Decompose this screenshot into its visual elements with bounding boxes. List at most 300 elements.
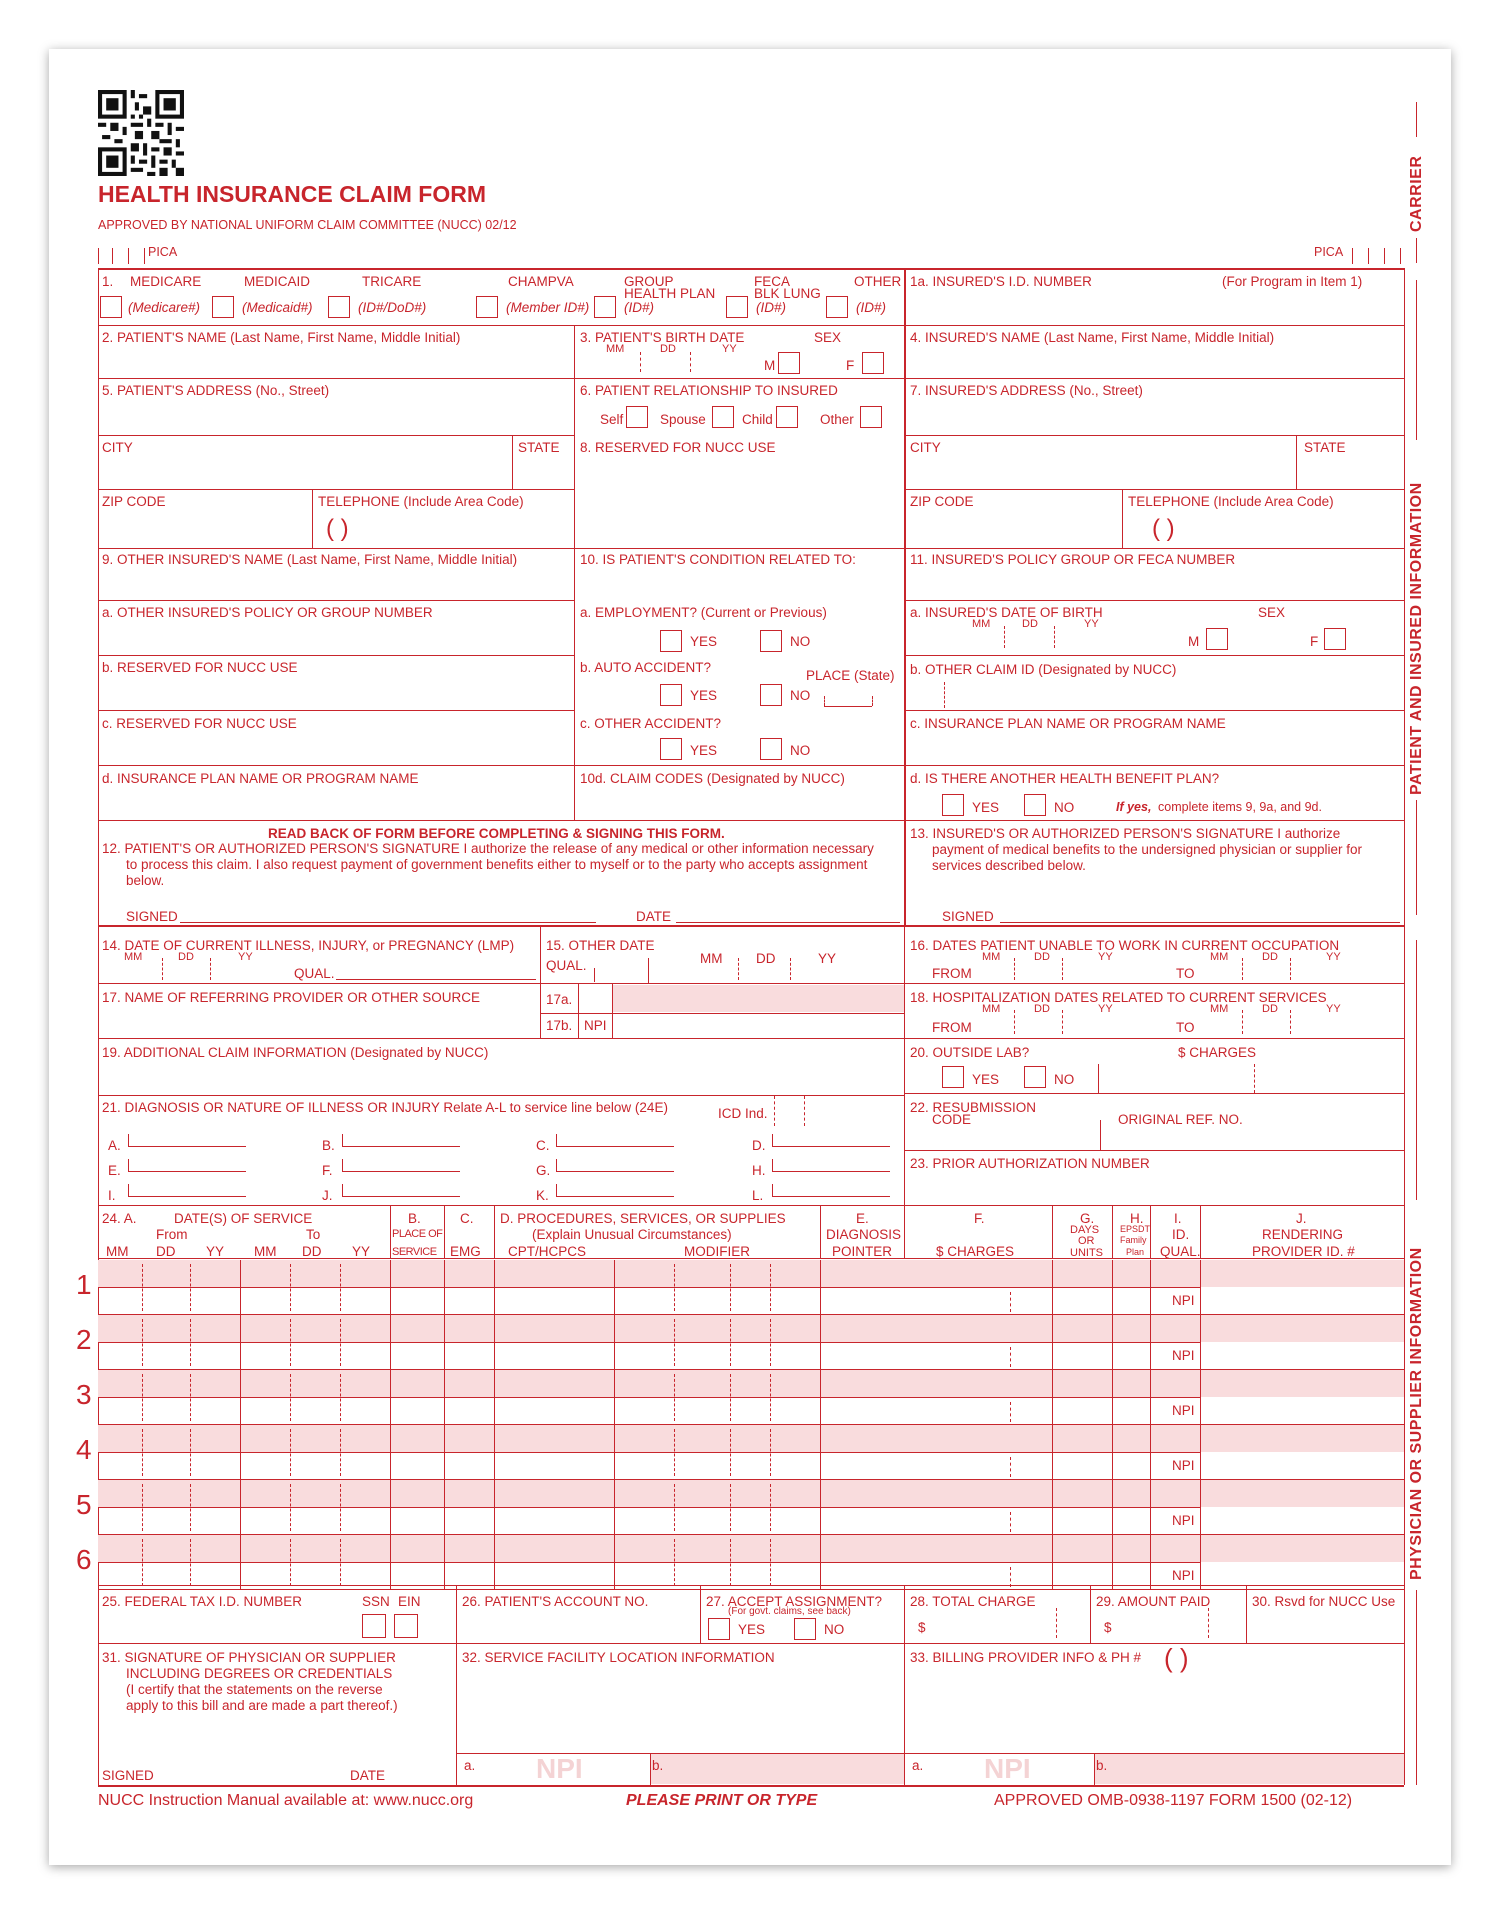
f25-ssn: SSN xyxy=(362,1594,390,1609)
service-line-col xyxy=(674,1539,675,1586)
service-line-col xyxy=(820,1260,821,1315)
service-line-mid xyxy=(98,1397,1200,1398)
rel-other: Other xyxy=(820,412,854,427)
service-line-col xyxy=(240,1260,241,1315)
f27-no: NO xyxy=(824,1622,845,1637)
service-line-col xyxy=(1112,1480,1113,1535)
champva-checkbox[interactable] xyxy=(476,296,498,318)
f27-yes: YES xyxy=(738,1622,766,1637)
f12-line3: below. xyxy=(126,873,165,888)
f24-epsdt: EPSDT xyxy=(1120,1224,1151,1234)
service-line-col xyxy=(614,1425,615,1480)
service-line-col xyxy=(1052,1480,1053,1535)
f24-units: UNITS xyxy=(1070,1247,1103,1259)
f13-signature-line[interactable] xyxy=(1000,922,1400,923)
pica-box xyxy=(128,248,129,264)
f19-label: 19. ADDITIONAL CLAIM INFORMATION (Designated by NUCC) xyxy=(102,1045,489,1060)
f2-label: 2. PATIENT'S NAME (Last Name, First Name, Middle Initial) xyxy=(102,330,461,345)
f24-to: To xyxy=(306,1227,321,1242)
service-line-col xyxy=(1200,1315,1201,1370)
f31-line4: apply to this bill and are made a part thereof.) xyxy=(126,1698,398,1713)
f11a-sex: SEX xyxy=(1258,605,1286,620)
health-plan-label: HEALTH PLAN xyxy=(624,286,716,301)
f28-label: 28. TOTAL CHARGE xyxy=(910,1594,1036,1609)
other-checkbox[interactable] xyxy=(826,296,848,318)
service-line-col xyxy=(190,1429,191,1476)
f24-yy2: YY xyxy=(352,1244,371,1259)
service-line-shaded xyxy=(98,1260,1404,1287)
f10a-no-checkbox[interactable] xyxy=(760,630,782,652)
group-checkbox[interactable] xyxy=(594,296,616,318)
group-label: GROUP xyxy=(624,274,674,289)
f11d-no: NO xyxy=(1054,800,1075,815)
service-line-col xyxy=(770,1264,771,1311)
service-line-col xyxy=(614,1535,615,1590)
f5-city: CITY xyxy=(102,440,133,455)
f27-no-checkbox[interactable] xyxy=(794,1618,816,1640)
f11a-m-checkbox[interactable] xyxy=(1206,628,1228,650)
icd-ind: ICD Ind. xyxy=(718,1106,768,1121)
f24-i: I. xyxy=(1174,1211,1182,1226)
f5-zip: ZIP CODE xyxy=(102,494,166,509)
f13-line2: payment of medical benefits to the undersigned physician or supplier for xyxy=(932,842,1362,857)
f32b-label: b. xyxy=(652,1758,664,1773)
f10d-label: 10d. CLAIM CODES (Designated by NUCC) xyxy=(580,771,845,786)
service-line-col xyxy=(820,1315,821,1370)
ein-checkbox[interactable] xyxy=(394,1614,418,1638)
rel-other-checkbox[interactable] xyxy=(860,406,882,428)
f12-signature-line[interactable] xyxy=(180,922,596,923)
medicare-id: (Medicare#) xyxy=(128,300,201,315)
f17a-label: 17a. xyxy=(546,992,573,1007)
f24-mm2: MM xyxy=(254,1244,277,1259)
f33b-label: b. xyxy=(1096,1758,1108,1773)
blk-lung-label: BLK LUNG xyxy=(754,286,821,301)
physician-arrow xyxy=(1416,1590,1417,1785)
f9c-label: c. RESERVED FOR NUCC USE xyxy=(102,716,297,731)
ssn-checkbox[interactable] xyxy=(362,1614,386,1638)
service-line-col xyxy=(494,1535,495,1590)
f27-label: 27. ACCEPT ASSIGNMENT? xyxy=(706,1594,883,1609)
f14-yy: YY xyxy=(238,951,253,963)
f9a-label: a. OTHER INSURED'S POLICY OR GROUP NUMBER xyxy=(102,605,433,620)
f24-place1: PLACE OF xyxy=(392,1228,443,1240)
f10c-no-checkbox[interactable] xyxy=(760,738,782,760)
f33b-shaded xyxy=(1094,1754,1404,1784)
f10b-no-checkbox[interactable] xyxy=(760,684,782,706)
charges-cents-divider xyxy=(1010,1402,1011,1422)
physician-arrow xyxy=(1416,940,1417,1200)
f24-charges: $ CHARGES xyxy=(936,1244,1015,1259)
diag-e: E. xyxy=(108,1163,121,1178)
service-line-mid xyxy=(98,1342,1200,1343)
service-line-npi: NPI xyxy=(1172,1348,1195,1363)
service-line-shaded xyxy=(98,1370,1404,1397)
service-line-col xyxy=(674,1264,675,1311)
f24-e: E. xyxy=(856,1211,869,1226)
service-line-col xyxy=(444,1425,445,1480)
f10a-label: a. EMPLOYMENT? (Current or Previous) xyxy=(580,605,827,620)
f11d-if-yes: If yes, xyxy=(1116,800,1152,814)
f11b-label: b. OTHER CLAIM ID (Designated by NUCC) xyxy=(910,662,1177,677)
pica-right: PICA xyxy=(1314,245,1344,259)
service-line-col xyxy=(142,1484,143,1531)
f10b-no: NO xyxy=(790,688,811,703)
service-line-number: 5 xyxy=(76,1489,92,1520)
f9b-label: b. RESERVED FOR NUCC USE xyxy=(102,660,298,675)
f24-yy1: YY xyxy=(206,1244,225,1259)
f24-g: G. xyxy=(1080,1211,1095,1226)
f11a-dd: DD xyxy=(1022,618,1038,630)
diag-g: G. xyxy=(536,1163,551,1178)
f13-line1: 13. INSURED'S OR AUTHORIZED PERSON'S SIGNATURE I authorize xyxy=(910,826,1341,841)
rel-spouse: Spouse xyxy=(660,412,706,427)
tricare-id: (ID#/DoD#) xyxy=(358,300,427,315)
f24-cpt: CPT/HCPCS xyxy=(508,1244,587,1259)
f25-ein: EIN xyxy=(398,1594,421,1609)
f5-tel: TELEPHONE (Include Area Code) xyxy=(318,494,524,509)
service-line-col xyxy=(340,1539,341,1586)
f9d-label: d. INSURANCE PLAN NAME OR PROGRAM NAME xyxy=(102,771,419,786)
f29-dollar: $ xyxy=(1104,1620,1112,1635)
f12-line2: to process this claim. I also request payment of government benefits either to myself or to the party who accepts assignment xyxy=(126,857,868,872)
f5-state: STATE xyxy=(518,440,560,455)
f33-label: 33. BILLING PROVIDER INFO & PH # xyxy=(910,1650,1142,1665)
f4-label: 4. INSURED'S NAME (Last Name, First Name, Middle Initial) xyxy=(910,330,1275,345)
f10b-label: b. AUTO ACCIDENT? xyxy=(580,660,712,675)
f24-dd1: DD xyxy=(156,1244,176,1259)
service-line-col xyxy=(390,1315,391,1370)
service-line-col xyxy=(820,1370,821,1425)
f10a-yes-checkbox[interactable] xyxy=(660,630,682,652)
charges-cents-divider xyxy=(1010,1457,1011,1477)
service-line-col xyxy=(444,1315,445,1370)
diag-b: B. xyxy=(322,1138,335,1153)
carrier-label: CARRIER xyxy=(1408,155,1425,232)
f24-explain: (Explain Unusual Circumstances) xyxy=(532,1227,732,1242)
service-line-col xyxy=(340,1319,341,1366)
service-line-npi: NPI xyxy=(1172,1568,1195,1583)
f13-line3: services described below. xyxy=(932,858,1086,873)
pica-left: PICA xyxy=(148,245,178,259)
f12-signed: SIGNED xyxy=(126,909,178,924)
diag-h: H. xyxy=(752,1163,766,1178)
form-sheet xyxy=(49,49,1451,1865)
service-line-col xyxy=(1112,1315,1113,1370)
f11a-m: M xyxy=(1188,634,1200,649)
service-line-mid xyxy=(98,1452,1200,1453)
service-line-col xyxy=(240,1535,241,1590)
f32a-npi: NPI xyxy=(536,1753,583,1784)
f7-zip: ZIP CODE xyxy=(910,494,974,509)
f24-provider: PROVIDER ID. # xyxy=(1252,1244,1355,1259)
diag-c: C. xyxy=(536,1138,550,1153)
f7-tel-paren: ( ) xyxy=(1152,515,1175,542)
f18-from-dd: DD xyxy=(1034,1003,1050,1015)
rel-child-checkbox[interactable] xyxy=(776,406,798,428)
service-line-col xyxy=(444,1260,445,1315)
f24-pointer: POINTER xyxy=(832,1244,893,1259)
footer-print: PLEASE PRINT OR TYPE xyxy=(626,1792,818,1809)
f22-code: CODE xyxy=(932,1112,972,1127)
service-line-col xyxy=(390,1535,391,1590)
service-line-col xyxy=(1200,1425,1201,1480)
service-line-npi: NPI xyxy=(1172,1513,1195,1528)
f20-no: NO xyxy=(1054,1072,1075,1087)
f7-state: STATE xyxy=(1304,440,1346,455)
f10c-yes-checkbox[interactable] xyxy=(660,738,682,760)
f24-days: DAYS xyxy=(1070,1224,1100,1236)
f16-from: FROM xyxy=(932,966,972,981)
f6-label: 6. PATIENT RELATIONSHIP TO INSURED xyxy=(580,383,838,398)
f3-sex: SEX xyxy=(814,330,842,345)
f7-tel: TELEPHONE (Include Area Code) xyxy=(1128,494,1334,509)
f10b-yes: YES xyxy=(690,688,718,703)
service-line-col xyxy=(730,1539,731,1586)
f33a-npi: NPI xyxy=(984,1753,1031,1784)
pica-box xyxy=(112,248,113,264)
f18-from: FROM xyxy=(932,1020,972,1035)
service-line-col xyxy=(1112,1260,1113,1315)
service-line-col xyxy=(614,1370,615,1425)
f31-line2: INCLUDING DEGREES OR CREDENTIALS xyxy=(126,1666,393,1681)
f11d-no-checkbox[interactable] xyxy=(1024,794,1046,816)
carrier-arrow xyxy=(1416,238,1417,263)
f11d-label: d. IS THERE ANOTHER HEALTH BENEFIT PLAN? xyxy=(910,771,1220,786)
feca-checkbox[interactable] xyxy=(726,296,748,318)
f11c-label: c. INSURANCE PLAN NAME OR PROGRAM NAME xyxy=(910,716,1226,731)
service-line-col xyxy=(240,1370,241,1425)
service-line-col xyxy=(240,1480,241,1535)
service-line-col xyxy=(1052,1260,1053,1315)
service-line-col xyxy=(340,1484,341,1531)
f10a-no: NO xyxy=(790,634,811,649)
f10b-place: PLACE (State) xyxy=(806,668,895,683)
service-line-col xyxy=(290,1539,291,1586)
f18-to-yy: YY xyxy=(1326,1003,1341,1015)
footer-omb: APPROVED OMB-0938-1197 FORM 1500 (02-12) xyxy=(994,1792,1353,1809)
f26-label: 26. PATIENT'S ACCOUNT NO. xyxy=(462,1594,649,1609)
f5-label: 5. PATIENT'S ADDRESS (No., Street) xyxy=(102,383,330,398)
f11d-yes: YES xyxy=(972,800,1000,815)
service-line-col xyxy=(730,1319,731,1366)
f24-dd2: DD xyxy=(302,1244,322,1259)
f33-paren: ( ) xyxy=(1164,1643,1189,1673)
f12-date-line[interactable] xyxy=(676,922,900,923)
service-line-col xyxy=(1112,1370,1113,1425)
service-line-col xyxy=(190,1539,191,1586)
patient-insured-label: PATIENT AND INSURED INFORMATION xyxy=(1408,482,1425,795)
physician-supplier-label: PHYSICIAN OR SUPPLIER INFORMATION xyxy=(1408,1247,1425,1580)
f20-label: 20. OUTSIDE LAB? xyxy=(910,1045,1030,1060)
f10a-yes: YES xyxy=(690,634,718,649)
f11d-yes-checkbox[interactable] xyxy=(942,794,964,816)
f27-yes-checkbox[interactable] xyxy=(708,1618,730,1640)
read-back-notice: READ BACK OF FORM BEFORE COMPLETING & SIGNING THIS FORM. xyxy=(268,826,725,841)
pica-box xyxy=(1384,248,1385,264)
service-line-col xyxy=(390,1480,391,1535)
f24-plan: Plan xyxy=(1126,1247,1145,1257)
diag-l: L. xyxy=(752,1188,764,1203)
service-line-col xyxy=(142,1374,143,1421)
service-line-number: 1 xyxy=(76,1269,92,1300)
service-line-col xyxy=(142,1429,143,1476)
service-line-col xyxy=(674,1374,675,1421)
f24-c: C. xyxy=(460,1211,474,1226)
f24-b: B. xyxy=(408,1211,421,1226)
f24-or: OR xyxy=(1078,1235,1095,1247)
f16-to-dd: DD xyxy=(1262,951,1278,963)
service-line-col xyxy=(494,1260,495,1315)
pica-box xyxy=(144,248,145,264)
service-line-col xyxy=(494,1315,495,1370)
f1a-note: (For Program in Item 1) xyxy=(1222,274,1363,289)
service-line-col xyxy=(730,1484,731,1531)
f15-label: 15. OTHER DATE xyxy=(546,938,655,953)
service-line-number: 4 xyxy=(76,1434,92,1465)
service-line-col xyxy=(730,1429,731,1476)
f24-h: H. xyxy=(1130,1211,1144,1226)
feca-label: FECA xyxy=(754,274,791,289)
f16-to-yy: YY xyxy=(1326,951,1341,963)
rel-spouse-checkbox[interactable] xyxy=(712,406,734,428)
f16-label: 16. DATES PATIENT UNABLE TO WORK IN CURRENT OCCUPATION xyxy=(910,938,1340,953)
f18-to: TO xyxy=(1176,1020,1195,1035)
f10b-yes-checkbox[interactable] xyxy=(660,684,682,706)
approved-line: APPROVED BY NATIONAL UNIFORM CLAIM COMMITTEE (NUCC) 02/12 xyxy=(98,218,517,232)
f11a-f-checkbox[interactable] xyxy=(1324,628,1346,650)
f3-mm: MM xyxy=(606,343,625,355)
f10c-no: NO xyxy=(790,743,811,758)
f17-label: 17. NAME OF REFERRING PROVIDER OR OTHER SOURCE xyxy=(102,990,481,1005)
service-line-col xyxy=(390,1425,391,1480)
f33a-label: a. xyxy=(912,1758,924,1773)
pica-box xyxy=(1352,248,1353,264)
service-line-col xyxy=(770,1429,771,1476)
sex-m-checkbox[interactable] xyxy=(778,352,800,374)
medicare-checkbox[interactable] xyxy=(100,296,122,318)
service-line-col xyxy=(340,1429,341,1476)
diag-d: D. xyxy=(752,1138,766,1153)
charges-cents-divider xyxy=(1010,1512,1011,1532)
f24-dates: DATE(S) OF SERVICE xyxy=(174,1211,313,1226)
f21-label: 21. DIAGNOSIS OR NATURE OF ILLNESS OR INJURY Relate A-L to service line below (24E) xyxy=(102,1100,668,1115)
service-line-col xyxy=(290,1374,291,1421)
f15-qual: QUAL. xyxy=(546,958,587,973)
service-line-col xyxy=(674,1484,675,1531)
service-line-col xyxy=(1052,1425,1053,1480)
f31-line3: (I certify that the statements on the reverse xyxy=(126,1682,383,1697)
service-line-col xyxy=(1200,1260,1201,1315)
f15-mm: MM xyxy=(700,951,723,966)
f14-label: 14. DATE OF CURRENT ILLNESS, INJURY, or PREGNANCY (LMP) xyxy=(102,938,515,953)
sex-f-checkbox[interactable] xyxy=(862,352,884,374)
service-line-mid xyxy=(98,1287,1200,1288)
f1a-label: 1a. INSURED'S I.D. NUMBER xyxy=(910,274,1092,289)
f18-to-mm: MM xyxy=(1210,1003,1229,1015)
f14-dd: DD xyxy=(178,951,194,963)
service-line-col xyxy=(340,1374,341,1421)
diag-j: J. xyxy=(322,1188,333,1203)
service-line-col xyxy=(240,1425,241,1480)
service-line-bottom xyxy=(98,1589,1404,1590)
service-line-col xyxy=(190,1264,191,1311)
service-line-col xyxy=(494,1370,495,1425)
other-label: OTHER xyxy=(854,274,902,289)
service-line-col xyxy=(1150,1260,1151,1315)
f7-city: CITY xyxy=(910,440,941,455)
service-line-col xyxy=(390,1370,391,1425)
f20-no-checkbox[interactable] xyxy=(1024,1066,1046,1088)
service-line-npi: NPI xyxy=(1172,1293,1195,1308)
f24-a: 24. A. xyxy=(102,1211,137,1226)
service-line-col xyxy=(1150,1370,1151,1425)
f22-orig: ORIGINAL REF. NO. xyxy=(1118,1112,1243,1127)
service-line-col xyxy=(730,1374,731,1421)
other-id: (ID#) xyxy=(856,300,886,315)
rel-self: Self xyxy=(600,412,624,427)
service-line-col xyxy=(770,1539,771,1586)
charges-cents-divider xyxy=(1010,1292,1011,1312)
service-line-col xyxy=(142,1539,143,1586)
service-line-npi: NPI xyxy=(1172,1403,1195,1418)
f3-yy: YY xyxy=(722,343,737,355)
champva-id: (Member ID#) xyxy=(506,300,590,315)
service-line-col xyxy=(444,1370,445,1425)
service-line-col xyxy=(1150,1425,1151,1480)
f10-label: 10. IS PATIENT'S CONDITION RELATED TO: xyxy=(580,552,856,567)
f20-yes-checkbox[interactable] xyxy=(942,1066,964,1088)
tricare-checkbox[interactable] xyxy=(328,296,350,318)
service-line-col xyxy=(614,1260,615,1315)
service-line-mid xyxy=(98,1507,1200,1508)
service-line-col xyxy=(730,1264,731,1311)
service-line-col xyxy=(820,1480,821,1535)
patient-arrow xyxy=(1416,800,1417,915)
diag-a: A. xyxy=(108,1138,121,1153)
service-line-number: 6 xyxy=(76,1544,92,1575)
rel-child: Child xyxy=(742,412,773,427)
f11-label: 11. INSURED'S POLICY GROUP OR FECA NUMBER xyxy=(910,552,1236,567)
f16-from-yy: YY xyxy=(1098,951,1113,963)
service-line-col xyxy=(1150,1315,1151,1370)
service-line-mid xyxy=(98,1562,1200,1563)
service-line-col xyxy=(444,1535,445,1590)
rel-self-checkbox[interactable] xyxy=(626,406,648,428)
place-state-field[interactable] xyxy=(824,706,872,707)
service-line-col xyxy=(290,1429,291,1476)
service-line-col xyxy=(1052,1370,1053,1425)
f24-from: From xyxy=(156,1227,188,1242)
service-line-col xyxy=(674,1429,675,1476)
f3-m: M xyxy=(764,358,776,373)
service-line-col xyxy=(1112,1425,1113,1480)
pica-box xyxy=(98,248,99,264)
f25-label: 25. FEDERAL TAX I.D. NUMBER xyxy=(102,1594,303,1609)
f24-diag: DIAGNOSIS xyxy=(826,1227,902,1242)
f18-to-dd: DD xyxy=(1262,1003,1278,1015)
group-id: (ID#) xyxy=(624,300,654,315)
charges-cents-divider xyxy=(1010,1567,1011,1587)
f24-rendering: RENDERING xyxy=(1262,1227,1344,1242)
service-line-col xyxy=(1200,1535,1201,1590)
f30-label: 30. Rsvd for NUCC Use xyxy=(1252,1594,1396,1609)
f31-signed: SIGNED xyxy=(102,1768,154,1783)
f22-label: 22. RESUBMISSION xyxy=(910,1100,1037,1115)
f11a-f: F xyxy=(1310,634,1319,649)
medicaid-checkbox[interactable] xyxy=(212,296,234,318)
f24-family: Family xyxy=(1120,1235,1147,1245)
